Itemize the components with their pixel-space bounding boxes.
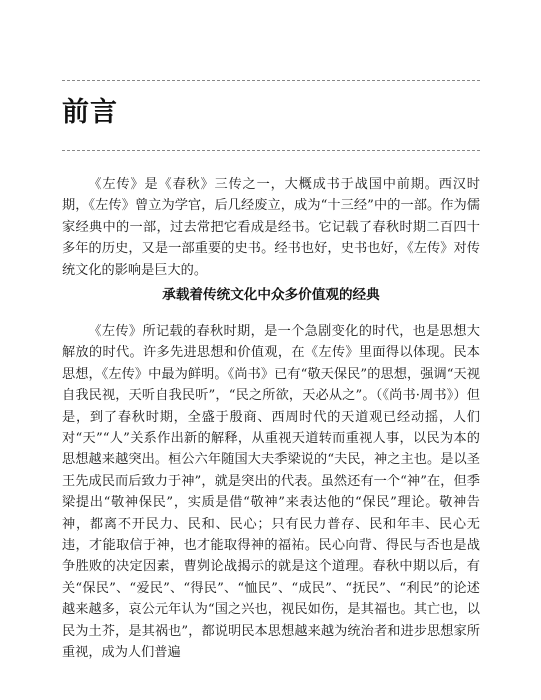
body-paragraph: 《左传》所记载的春秋时期，是一个急剧变化的时代，也是思想大解放的时代。许多先进思想和价值观，在《左传》里面得以体现。民本思想，《左传》中最为鲜明。《尚书》已有“敬天保民”的思想，强调“天视自我民视，天听自我民听”，“民之所欲，天必从之”。（《尚书·周书》）但是，到了春秋时期，全盛于殷商、西周时代的天道观已经动摇，人们对“天”“人”关系作出新的解释，从重视天道转而重视人事，以民为本的思想越来越突出。桓公六年随国大夫季梁说的“夫民，神之主也。是以圣王先成民而后致力于神”，就是突出的代表。虽然还有一个“神”在，但季梁提出“敬神保民”，实质是借“敬神”来表达他的“保民”理论。敬神告神，都离不开民力、民和、民心；只有民力普存、民和年丰、民心无违，才能取信于神，也才能取得神的福祐。民心向背、得民与否也是战争胜败的决定因素，曹刿论战揭示的就是这个道理。春秋中期以后，有关“保民”、“爱民”、“得民”、“恤民”、“成民”、“抚民”、“利民”的论述越来越多，哀公元年认为“国之兴也，视民如伤，是其福也。其亡也，以民为土芥，是其祸也”，都说明民本思想越来越为统治者和进步思想家所重视，成为人们普遍	[62, 324, 480, 661]
top-dashed-divider	[62, 80, 480, 81]
section-heading: 承载着传统文化中众多价值观的经典	[162, 287, 380, 303]
page-title: 前言	[62, 97, 118, 128]
bottom-dashed-divider	[62, 150, 480, 151]
intro-paragraph: 《左传》是《春秋》三传之一，大概成书于战国中前期。西汉时期，《左传》曾立为学官，后几经废立，成为“十三经”中的一部。作为儒家经典中的一部，过去常把它看成是经书。它记载了春秋时期二百四十多年的历史，又是一部重要的史书。经书也好，史书也好，《左传》对传统文化的影响是巨大的。	[62, 177, 480, 278]
